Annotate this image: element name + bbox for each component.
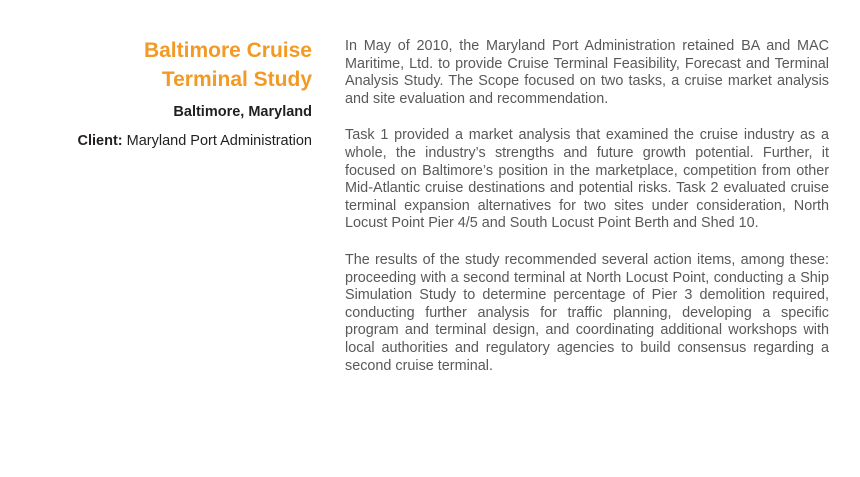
description-paragraph-1: In May of 2010, the Maryland Port Administration retained BA and MAC Maritime, Ltd. to provide Cruise Terminal Feasibility, Forecast and Terminal Analysis Study. The Scope focused on two tasks, a cruise market analysis and site evaluation and recommendation.	[345, 38, 829, 107]
description-paragraph-2: Task 1 provided a market analysis that examined the cruise industry as a whole, the industry’s strengths and future growth potential. Further, it focused on Baltimore’s position in the marketplace, competition from other Mid-Atlantic cruise destinations and potential risks. Task 2 evaluated cruise terminal expansion alternatives for two sites under consideration, North Locust Point Pier 4/5 and South Locust Point Berth and Shed 10.	[345, 127, 829, 232]
project-description	[345, 38, 829, 394]
project-title-line2: Terminal Study	[161, 68, 312, 91]
client-label: Client:	[77, 133, 123, 149]
project-header	[0, 36, 312, 151]
project-title-line1: Baltimore Cruise	[143, 39, 312, 62]
client-line	[0, 131, 312, 151]
project-location: Baltimore, Maryland	[173, 104, 312, 120]
description-paragraph-3: The results of the study recommended several action items, among these: proceeding with a second terminal at North Locust Point, conducting a Ship Simulation Study to determine percentage of Pier 3 demolition required, conducting further analysis for traffic planning, developing a specific program and terminal design, and coordinating additional workshops with local authorities and regulatory agencies to build consensus regarding a second cruise terminal.	[345, 251, 829, 374]
client-name: Maryland Port Administration	[126, 133, 312, 149]
project-title	[0, 36, 312, 94]
